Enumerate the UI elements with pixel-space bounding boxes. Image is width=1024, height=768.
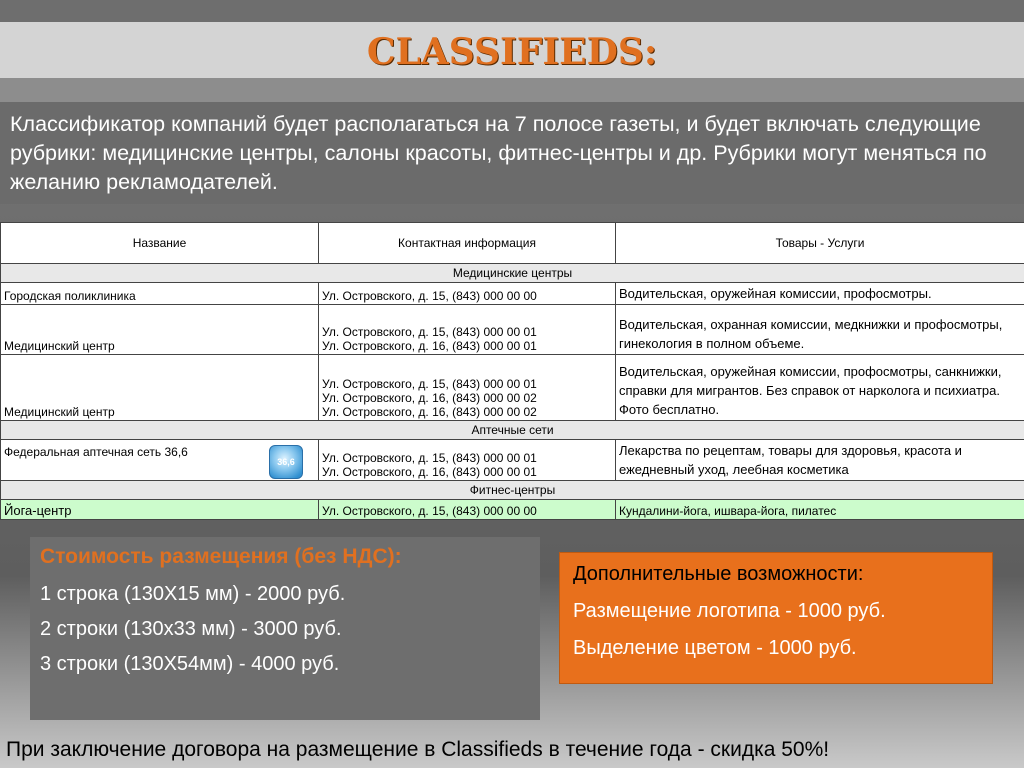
company-name: Медицинский центр [1, 355, 319, 421]
section-row [1, 264, 1024, 283]
section-title: Аптечные сети [1, 421, 1024, 440]
contact-line: Ул. Островского, д. 15, (843) 000 00 01 [322, 377, 537, 391]
company-name: Городская поликлиника [1, 283, 319, 305]
services: Водительская, оружейная комиссии, профосмотры, санкнижки, справки для мигрантов. Без справок от нарколога и психиатра. Фото бесплатно. [616, 355, 1024, 421]
company-name [1, 440, 319, 481]
table-row [1, 283, 1024, 305]
contact-line: Ул. Островского, д. 16, (843) 000 00 01 [322, 339, 537, 353]
contact-info [319, 283, 616, 305]
pricing-line: 3 строки (130Х54мм) - 4000 руб. [40, 653, 340, 675]
contact-line: Ул. Островского, д. 15, (843) 000 00 01 [322, 451, 537, 465]
table-row [1, 440, 1024, 481]
services: Кундалини-йога, ишвара-йога, пилатес [616, 500, 1024, 520]
contact-info [319, 500, 616, 520]
title-bar [0, 22, 1024, 78]
company-name: Медицинский центр [1, 305, 319, 355]
section-title: Медицинские центры [1, 264, 1024, 283]
contact-info [319, 355, 616, 421]
pharmacy-logo-icon: 36,6 [269, 445, 303, 479]
discount-footer: При заключение договора на размещение в Classifieds в течение года - скидка 50%! [6, 738, 830, 761]
section-row [1, 421, 1024, 440]
table-row-highlighted [1, 500, 1024, 520]
table-row [1, 305, 1024, 355]
contact-line: Ул. Островского, д. 15, (843) 000 00 00 [322, 504, 537, 518]
pricing-heading: Стоимость размещения (без НДС): [40, 545, 402, 568]
section-title: Фитнес-центры [1, 481, 1024, 500]
pricing-line: 1 строка (130Х15 мм) - 2000 руб. [40, 583, 346, 605]
pricing-line: 2 строки (130х33 мм) - 3000 руб. [40, 618, 342, 640]
contact-line: Ул. Островского, д. 16, (843) 000 00 02 [322, 391, 537, 405]
services: Лекарства по рецептам, товары для здоровья, красота и ежедневный уход, леебная косметика [616, 440, 1024, 481]
company-name-text: Федеральная аптечная сеть 36,6 [4, 445, 188, 459]
section-row [1, 481, 1024, 500]
divider-stripe [0, 78, 1024, 102]
extras-line: Размещение логотипа - 1000 руб. [573, 600, 886, 622]
services: Водительская, охранная комиссии, медкнижки и профосмотры, гинекология в полном объеме. [616, 305, 1024, 355]
company-name: Йога-центр [1, 500, 319, 520]
contact-line: Ул. Островского, д. 15, (843) 000 00 01 [322, 325, 537, 339]
extras-box [559, 552, 993, 684]
contact-line: Ул. Островского, д. 16, (843) 000 00 01 [322, 465, 537, 479]
contact-info [319, 305, 616, 355]
intro-text: Классификатор компаний будет располагаться на 7 полосе газеты, и будет включать следующие рубрики: медицинские центры, салоны красоты, фитнес-центры и др. Рубрики могут меняться по желанию рекламодателей. [0, 102, 1024, 204]
services: Водительская, оружейная комиссии, профосмотры. [616, 283, 1024, 305]
contact-line: Ул. Островского, д. 16, (843) 000 00 02 [322, 405, 537, 419]
pricing-box [30, 537, 540, 720]
page-title: CLASSIFIEDS: [366, 31, 658, 73]
header-contacts: Контактная информация [319, 223, 616, 264]
contact-info [319, 440, 616, 481]
extras-heading: Дополнительные возможности: [573, 563, 864, 585]
table-row [1, 355, 1024, 421]
classifieds-table [0, 222, 1024, 520]
top-bar [0, 0, 1024, 22]
header-services: Товары - Услуги [616, 223, 1024, 264]
header-name: Название [1, 223, 319, 264]
table-header-row [1, 223, 1024, 264]
contact-line: Ул. Островского, д. 15, (843) 000 00 00 [322, 289, 537, 303]
extras-line: Выделение цветом - 1000 руб. [573, 637, 857, 659]
